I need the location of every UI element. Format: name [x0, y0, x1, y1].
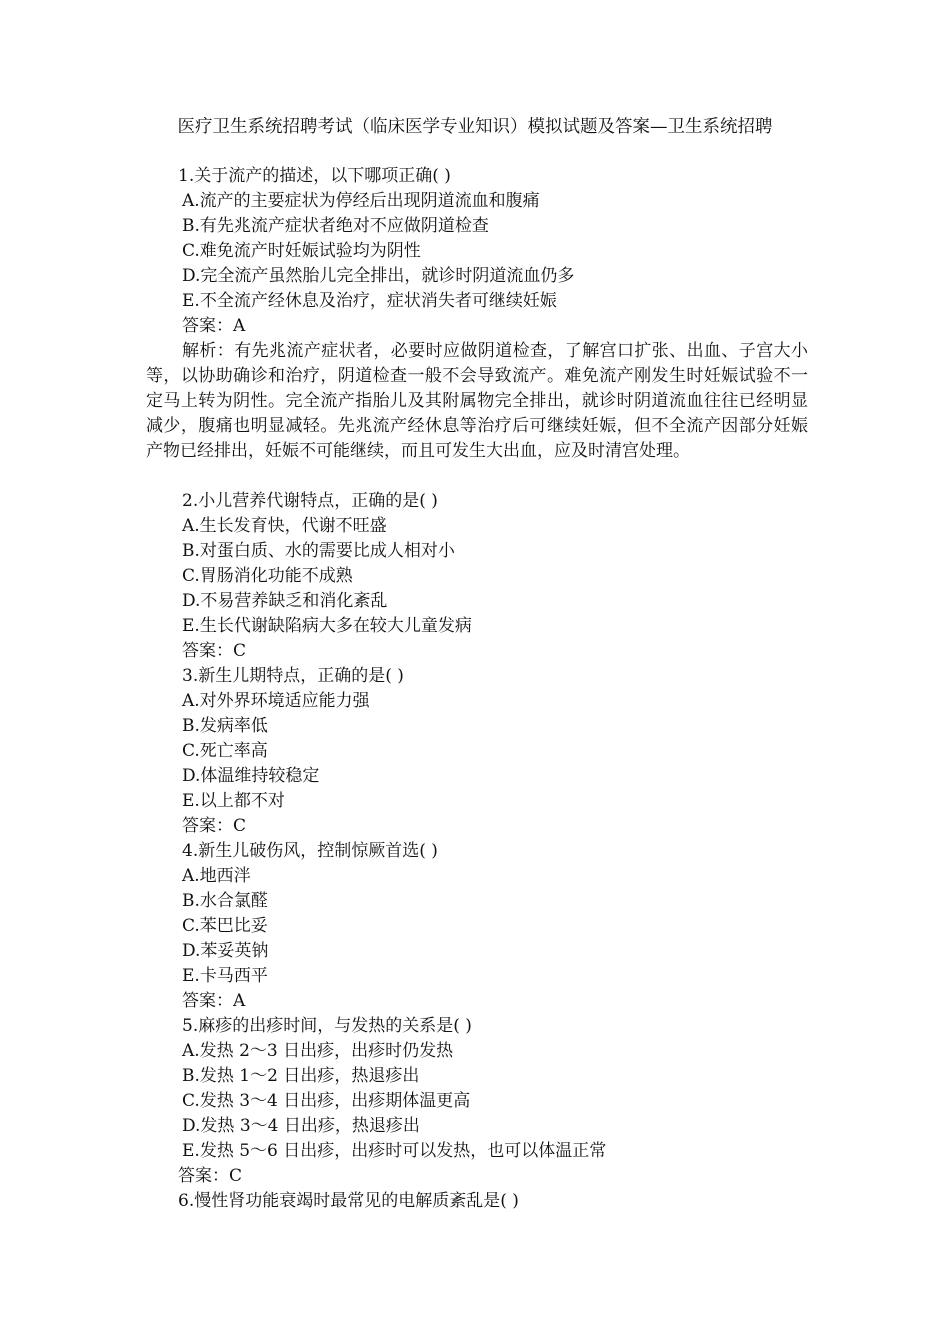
q4-option-c: C.苯巴比妥 [182, 916, 268, 936]
q3-option-a: A.对外界环境适应能力强 [182, 691, 370, 711]
q3-option-d: D.体温维持较稳定 [182, 766, 320, 786]
q2-option-d: D.不易营养缺乏和消化紊乱 [182, 591, 388, 611]
q1-option-d: D.完全流产虽然胎儿完全排出，就诊时阴道流血仍多 [182, 266, 575, 286]
question-6: 6.慢性肾功能衰竭时最常见的电解质紊乱是( ) [178, 1191, 519, 1211]
question-3: 3.新生儿期特点，正确的是( ) [182, 666, 404, 686]
q2-option-c: C.胃肠消化功能不成熟 [182, 566, 353, 586]
q1-option-a: A.流产的主要症状为停经后出现阴道流血和腹痛 [182, 191, 540, 211]
question-1: 1.关于流产的描述，以下哪项正确( ) [178, 166, 451, 186]
question-4: 4.新生儿破伤风，控制惊厥首选( ) [182, 841, 438, 861]
q4-option-a: A.地西泮 [182, 866, 251, 886]
document-title: 医疗卫生系统招聘考试（临床医学专业知识）模拟试题及答案—卫生系统招聘 [177, 117, 773, 137]
q5-answer: 答案：C [178, 1166, 243, 1186]
q1-option-b: B.有先兆流产症状者绝对不应做阴道检查 [182, 216, 489, 236]
q5-option-c: C.发热 3～4 日出疹，出疹期体温更高 [182, 1091, 471, 1111]
q3-option-b: B.发病率低 [182, 716, 268, 736]
q2-option-e: E.生长代谢缺陷病大多在较大儿童发病 [182, 616, 472, 636]
q3-option-c: C.死亡率高 [182, 741, 268, 761]
question-2: 2.小儿营养代谢特点，正确的是( ) [182, 491, 438, 511]
question-5: 5.麻疹的出疹时间，与发热的关系是( ) [182, 1016, 472, 1036]
q4-option-b: B.水合氯醛 [182, 891, 268, 911]
q1-analysis: 解析：有先兆流产症状者，必要时应做阴道检查，了解宫口扩张、出血、子宫大小等，以协助确诊和治疗，阴道检查一般不会导致流产。难免流产刚发生时妊娠试验不一定马上转为阴性。完全流产指胎儿及其附属物完全排出，就诊时阴道流血往往已经明显减少，腹痛也明显减轻。先兆流产经休息等治疗后可继续妊娠，但不全流产因部分妊娠产物已经排出，妊娠不可能继续，而且可发生大出血，应及时清宫处理。 [146, 341, 808, 461]
q2-answer: 答案：C [182, 641, 247, 661]
q3-answer: 答案：C [182, 816, 247, 836]
q2-option-a: A.生长发育快，代谢不旺盛 [182, 516, 387, 536]
q4-answer: 答案：A [182, 991, 246, 1011]
q1-option-e: E.不全流产经休息及治疗，症状消失者可继续妊娠 [182, 291, 557, 311]
q3-option-e: E.以上都不对 [182, 791, 285, 811]
q1-answer: 答案：A [182, 316, 246, 336]
q4-option-e: E.卡马西平 [182, 966, 268, 986]
q2-option-b: B.对蛋白质、水的需要比成人相对小 [182, 541, 455, 561]
q5-option-e: E.发热 5～6 日出疹，出疹时可以发热，也可以体温正常 [182, 1141, 607, 1161]
q5-option-b: B.发热 1～2 日出疹，热退疹出 [182, 1066, 420, 1086]
q5-option-d: D.发热 3～4 日出疹，热退疹出 [182, 1116, 420, 1136]
q4-option-d: D.苯妥英钠 [182, 941, 269, 961]
q5-option-a: A.发热 2～3 日出疹，出疹时仍发热 [182, 1041, 454, 1061]
q1-option-c: C.难免流产时妊娠试验均为阴性 [182, 241, 421, 261]
